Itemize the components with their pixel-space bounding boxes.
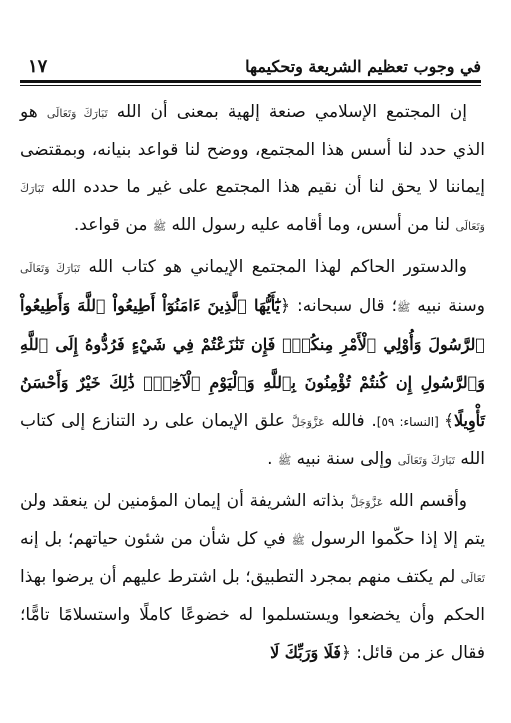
quran-verse: فَلَا وَرَبِّكَ لَا bbox=[270, 643, 341, 662]
quran-bracket: ﴿ bbox=[280, 296, 291, 316]
quran-bracket: ﴾ bbox=[443, 411, 454, 431]
text-run: وأقسم الله bbox=[383, 491, 468, 511]
text-run: علق الإيمان على رد التنازع إلى كتاب الله bbox=[20, 411, 485, 469]
honorific-glyph: عَزَّوَجَلَّ bbox=[350, 496, 384, 509]
text-run: وإلى سنة نبيه bbox=[291, 449, 398, 469]
header-rule-thin bbox=[20, 85, 481, 86]
text-run: ؛ قال سبحانه: bbox=[290, 296, 398, 316]
honorific-glyph: تَبَارَكَ وَتَعَالَى bbox=[20, 182, 485, 233]
text-run: وسنة نبيه bbox=[410, 296, 485, 316]
quran-verse: يَٰٓأَيُّهَا ٱلَّذِينَ ءَامَنُوٓاْ أَطِيعُواْ ٱللَّهَ وَأَطِيعُواْ ٱلرَّسُولَ وَأُوْلِي ٱلْأَمْرِ مِنكُمْۖ فَإِن تَنَٰزَعْتُمْ فِي شَيْءٍ فَرُدُّوهُ إِلَى ٱللَّهِ وَٱلرَّسُولِ إِن كُنتُمْ تُؤْمِنُونَ بِٱللَّهِ وَٱلْيَوْمِ ٱلْآخِرِۚ ذَٰلِكَ خَيْرٌ وَأَحْسَنُ تَأْوِيلًا bbox=[20, 296, 486, 430]
text-run: هو الذي حدد لنا أسس هذا المجتمع، ووضح لنا قواعد بنيانه، وبمقتضى إيماننا لا يحق لنا أن نقيم هذا المجتمع على غير ما حدده الله bbox=[20, 102, 485, 197]
text-run: من قواعد. bbox=[73, 215, 153, 235]
body-text bbox=[20, 94, 485, 672]
verse-reference: [النساء: ٥٩] bbox=[376, 415, 444, 429]
page-header bbox=[20, 56, 481, 86]
honorific-glyph: عَزَّوَجَلَّ bbox=[291, 416, 325, 429]
header-rule-thick bbox=[20, 80, 481, 83]
text-run: لم يكتف منهم بمجرد التطبيق؛ بل اشترط عليهم أن يرضوا بهذا الحكم وأن يخضعوا ويستسلموا له خضوعًا كاملًا واستسلامًا تامًّا؛ فقال عز من قائل: bbox=[20, 567, 485, 663]
honorific-glyph: تَعَالَى bbox=[460, 572, 485, 585]
text-run: والدستور الحاكم لهذا المجتمع الإيماني هو كتاب الله bbox=[80, 257, 467, 277]
paragraph-3 bbox=[20, 483, 485, 672]
quran-bracket: ﴿ bbox=[340, 643, 351, 663]
honorific-glyph: ﷺ bbox=[291, 534, 305, 547]
honorific-glyph: ﷺ bbox=[152, 220, 167, 233]
text-run: . bbox=[267, 449, 278, 469]
paragraph-1 bbox=[20, 94, 485, 245]
text-run: بذاته الشريفة أن إيمان المؤمنين لن ينعقد ولن يتم إلا إذا حكّموا الرسول bbox=[20, 491, 485, 549]
honorific-glyph: ﷺ bbox=[397, 301, 411, 314]
page-number: ١٧ bbox=[28, 56, 48, 77]
honorific-glyph: تَبَارَكَ وَتَعَالَى bbox=[397, 454, 455, 467]
text-run: لنا من أسس، وما أقامه عليه رسول الله bbox=[166, 215, 456, 235]
paragraph-2 bbox=[20, 249, 485, 479]
honorific-glyph: ﷺ bbox=[277, 454, 292, 467]
text-run: إن المجتمع الإسلامي صنعة إلهية بمعنى أن الله bbox=[107, 102, 467, 122]
text-run: في كل شأن من شئون حياتهم؛ بل إنه bbox=[20, 529, 292, 549]
text-run: . فالله bbox=[324, 411, 377, 431]
honorific-glyph: تَبَارَكَ وَتَعَالَى bbox=[20, 262, 81, 275]
honorific-glyph: تَبَارَكَ وَتَعَالَى bbox=[46, 107, 108, 120]
running-title: في وجوب تعظيم الشريعة وتحكيمها bbox=[245, 57, 481, 76]
